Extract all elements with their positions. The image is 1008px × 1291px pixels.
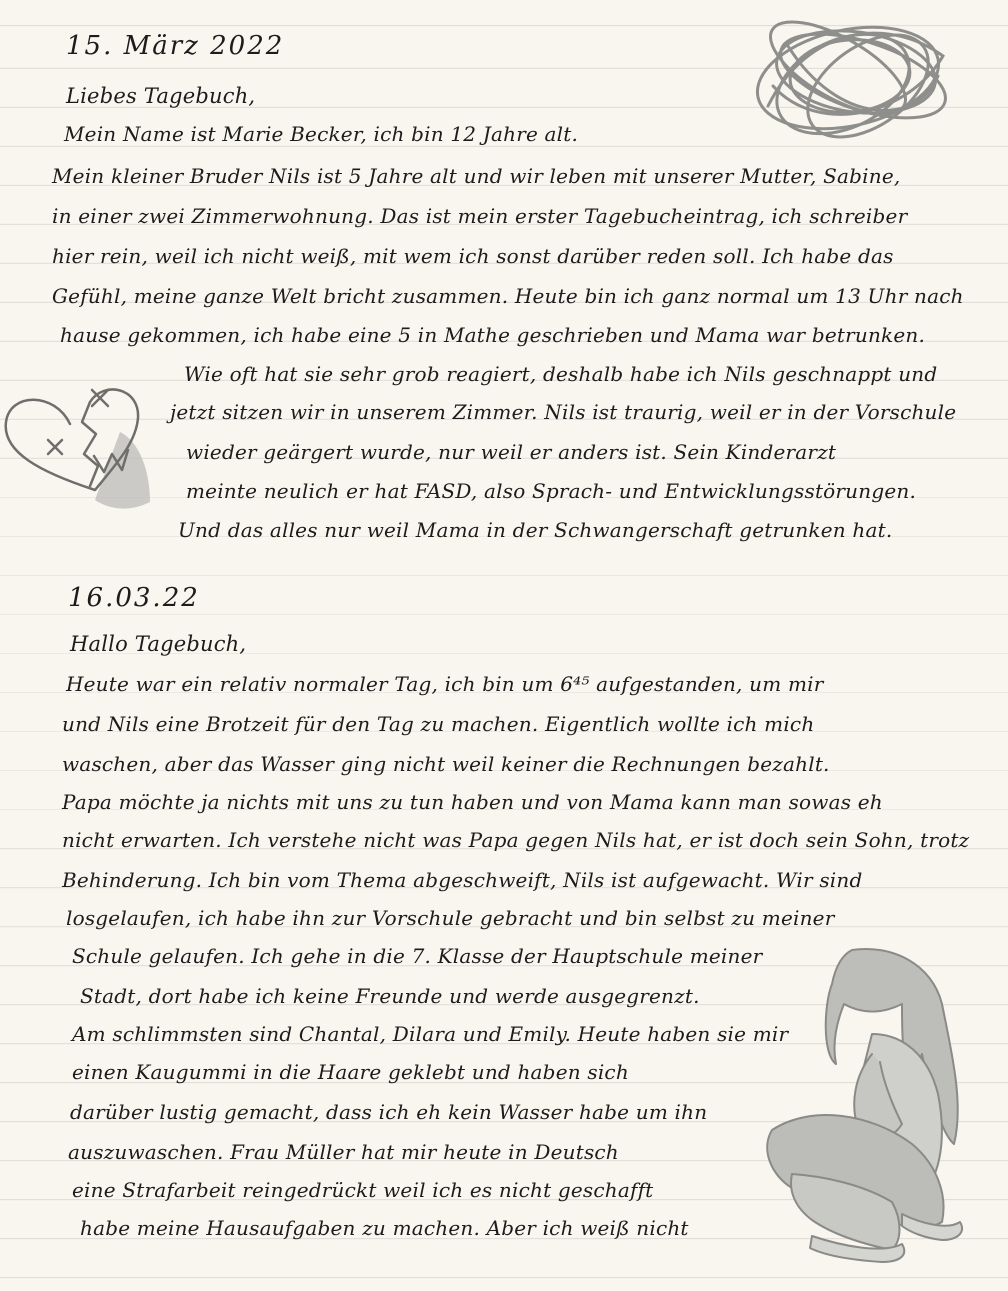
entry-2-line: darüber lustig gemacht, dass ich eh kein Wasser habe um ihn — [70, 1100, 708, 1124]
entry-2-line: Stadt, dort habe ich keine Freunde und werde ausgegrenzt. — [80, 984, 700, 1008]
entry-2-line: einen Kaugummi in die Haare geklebt und haben sich — [72, 1060, 629, 1084]
entry-1-line: Mein Name ist Marie Becker, ich bin 12 Jahre alt. — [64, 122, 579, 146]
entry-2-line: habe meine Hausaufgaben zu machen. Aber ich weiß nicht — [80, 1216, 689, 1240]
entry-2-line: waschen, aber das Wasser ging nicht weil keiner die Rechnungen bezahlt. — [62, 752, 830, 776]
entry-1-date: 15. März 2022 — [66, 31, 285, 61]
entry-2-greeting: Hallo Tagebuch, — [70, 632, 247, 656]
entry-1-greeting: Liebes Tagebuch, — [66, 84, 256, 108]
crouching-girl-doodle-icon — [752, 944, 972, 1264]
entry-2-line: nicht erwarten. Ich verstehe nicht was Papa gegen Nils hat, er ist doch sein Sohn, trotz — [62, 828, 970, 852]
scribble-doodle-icon — [738, 6, 968, 146]
entry-2-line: eine Strafarbeit reingedrückt weil ich es nicht geschafft — [72, 1178, 654, 1202]
entry-2-line: und Nils eine Brotzeit für den Tag zu machen. Eigentlich wollte ich mich — [62, 712, 815, 736]
entry-2-line: Papa möchte ja nichts mit uns zu tun haben und von Mama kann man sowas eh — [62, 790, 883, 814]
entry-1-line: hause gekommen, ich habe eine 5 in Mathe geschrieben und Mama war betrunken. — [60, 323, 926, 347]
entry-1-line: jetzt sitzen wir in unserem Zimmer. Nils ist traurig, weil er in der Vorschule — [170, 400, 957, 424]
entry-1-line: wieder geärgert wurde, nur weil er anders ist. Sein Kinderarzt — [186, 440, 837, 464]
entry-1-line: in einer zwei Zimmerwohnung. Das ist mein erster Tagebucheintrag, ich schreiber — [52, 204, 908, 228]
entry-2-line: Heute war ein relativ normaler Tag, ich bin um 6⁴⁵ aufgestanden, um mir — [66, 672, 824, 696]
entry-1-line: hier rein, weil ich nicht weiß, mit wem ich sonst darüber reden soll. Ich habe das — [52, 244, 894, 268]
entry-1-line: Mein kleiner Bruder Nils ist 5 Jahre alt und wir leben mit unserer Mutter, Sabine, — [52, 164, 901, 188]
entry-1-line: Wie oft hat sie sehr grob reagiert, deshalb habe ich Nils geschnappt und — [184, 362, 938, 386]
entry-2-line: Am schlimmsten sind Chantal, Dilara und Emily. Heute haben sie mir — [72, 1022, 789, 1046]
entry-1-line: Gefühl, meine ganze Welt bricht zusammen. Heute bin ich ganz normal um 13 Uhr nach — [52, 284, 964, 308]
entry-2-line: Schule gelaufen. Ich gehe in die 7. Klasse der Hauptschule meiner — [72, 944, 763, 968]
entry-1-line: meinte neulich er hat FASD, also Sprach- und Entwicklungsstörungen. — [186, 479, 917, 503]
entry-1-line: Und das alles nur weil Mama in der Schwangerschaft getrunken hat. — [178, 518, 893, 542]
entry-2-line: Behinderung. Ich bin vom Thema abgeschweift, Nils ist aufgewacht. Wir sind — [62, 868, 863, 892]
entry-2-line: auszuwaschen. Frau Müller hat mir heute in Deutsch — [68, 1140, 619, 1164]
broken-heart-doodle-icon — [0, 362, 180, 522]
entry-2-line: losgelaufen, ich habe ihn zur Vorschule gebracht und bin selbst zu meiner — [66, 906, 835, 930]
entry-2-date: 16.03.22 — [68, 583, 200, 613]
